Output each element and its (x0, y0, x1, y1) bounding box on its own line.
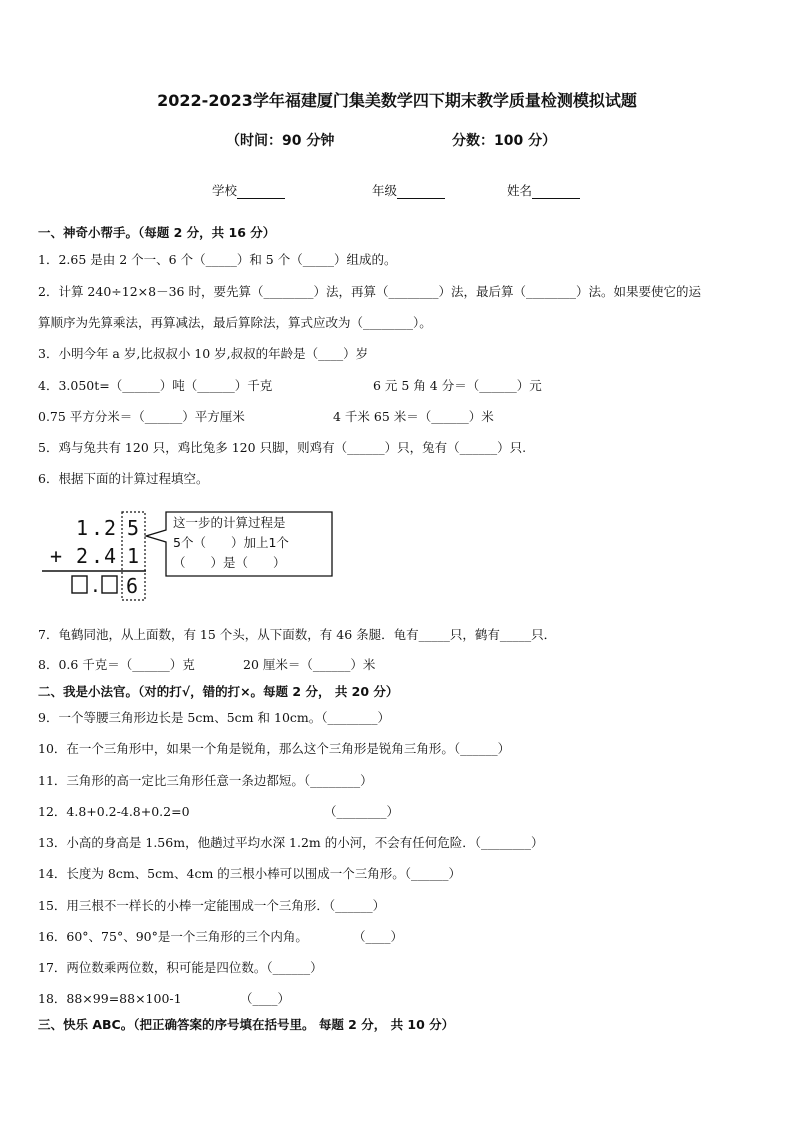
question-4-part4: 4 千米 65 米＝（______）米 (333, 409, 494, 424)
question-4-part3: 0.75 平方分米＝（______）平方厘米 (38, 409, 245, 424)
question-6: 6．根据下面的计算过程填空。 (38, 471, 209, 486)
bubble-line-3: （ ）是（ ） (173, 555, 286, 570)
question-2-line2: 算顺序为先算乘法，再算减法，最后算除法，算式应改为（________）。 (38, 315, 432, 330)
calc-row2-d1: 2 (76, 544, 89, 568)
calc-answer-box-2 (102, 576, 117, 593)
grade-blank (397, 186, 445, 199)
grade-label: 年级 (372, 183, 398, 198)
school-field (212, 181, 285, 199)
question-1: 1．2.65 是由 2 个一、6 个（_____）和 5 个（_____）组成的。 (38, 252, 397, 267)
question-18-blank: （____） (240, 991, 291, 1006)
question-3: 3．小明今年 a 岁,比叔叔小 10 岁,叔叔的年龄是（____）岁 (38, 346, 369, 361)
question-7: 7．龟鹤同池，从上面数，有 15 个头，从下面数，有 46 条腿．龟有_____只，鹤有_____只． (38, 627, 557, 642)
section2-heading: 二、我是小法官。（对的打√，错的打×。每题 2 分， 共 20 分） (38, 684, 399, 699)
question-13: 13．小高的身高是 1.56m，他趟过平均水深 1.2m 的小河，不会有任何危险．（________） (38, 835, 544, 850)
question-2-line1: 2．计算 240÷12×8－36 时，要先算（________）法，再算（________）法，最后算（________）法。如果要使它的运 (38, 284, 701, 299)
question-4-part2: 6 元 5 角 4 分＝（______）元 (373, 378, 542, 393)
question-10: 10．在一个三角形中，如果一个角是锐角，那么这个三角形是锐角三角形。（______） (38, 741, 511, 756)
school-blank (237, 186, 285, 199)
name-field (507, 181, 580, 199)
question-5: 5．鸡与兔共有 120 只，鸡比兔多 120 只脚，则鸡有（______）只，兔有（______）只. (38, 440, 527, 455)
question-11: 11．三角形的高一定比三角形任意一条边都短。（________） (38, 773, 373, 788)
exam-time: （时间：90 分钟 (226, 133, 335, 149)
question-12-blank: （________） (324, 804, 400, 819)
question-9: 9．一个等腰三角形边长是 5cm、5cm 和 10cm。（________） (38, 710, 390, 725)
question-12: 12．4.8+0.2-4.8+0.2=0 (38, 804, 190, 819)
calc-row1-d3: 5 (127, 516, 140, 540)
bubble-line-2: 5个（ ）加上1个 (173, 535, 289, 550)
question-4-part1: 4．3.050t=（______）吨（______）千克 (38, 378, 273, 393)
school-label: 学校 (212, 183, 238, 198)
question-15: 15．用三根不一样长的小棒一定能围成一个三角形．（______） (38, 898, 386, 913)
name-label: 姓名 (507, 183, 533, 198)
name-blank (532, 186, 580, 199)
question-8-part2: 20 厘米＝（______）米 (243, 657, 376, 672)
calc-row1-d2: 2 (104, 516, 117, 540)
question-16-blank: （____） (353, 929, 404, 944)
calc-plus-sign: + (50, 544, 63, 568)
calc-result-dot: . (90, 576, 101, 597)
question-17: 17．两位数乘两位数，积可能是四位数。（______） (38, 960, 323, 975)
calc-row2-d3: 1 (127, 544, 140, 568)
bubble-line-1: 这一步的计算过程是 (173, 515, 286, 530)
calc-result-last: 6 (126, 574, 139, 598)
page-title: 2022-2023学年福建厦门集美数学四下期末教学质量检测模拟试题 (157, 91, 637, 110)
calc-answer-box-1 (72, 576, 87, 593)
calc-row1-dot: . (91, 516, 104, 540)
vertical-addition-figure (38, 506, 338, 606)
question-8-part1: 8．0.6 千克＝（______）克 (38, 657, 195, 672)
calc-row2-d2: 4 (104, 544, 117, 568)
exam-score: 分数：100 分） (452, 133, 557, 149)
section3-heading: 三、快乐 ABC。（把正确答案的序号填在括号里。 每题 2 分， 共 10 分） (38, 1017, 455, 1032)
calc-row1-d1: 1 (76, 516, 89, 540)
grade-field (372, 181, 445, 199)
section1-heading: 一、神奇小帮手。（每题 2 分，共 16 分） (38, 225, 276, 240)
question-16: 16．60°、75°、90°是一个三角形的三个内角。 (38, 929, 308, 944)
question-14: 14．长度为 8cm、5cm、4cm 的三根小棒可以围成一个三角形。（______） (38, 866, 462, 881)
calc-row2-dot: . (91, 544, 104, 568)
question-18: 18．88×99=88×100-1 (38, 991, 182, 1006)
